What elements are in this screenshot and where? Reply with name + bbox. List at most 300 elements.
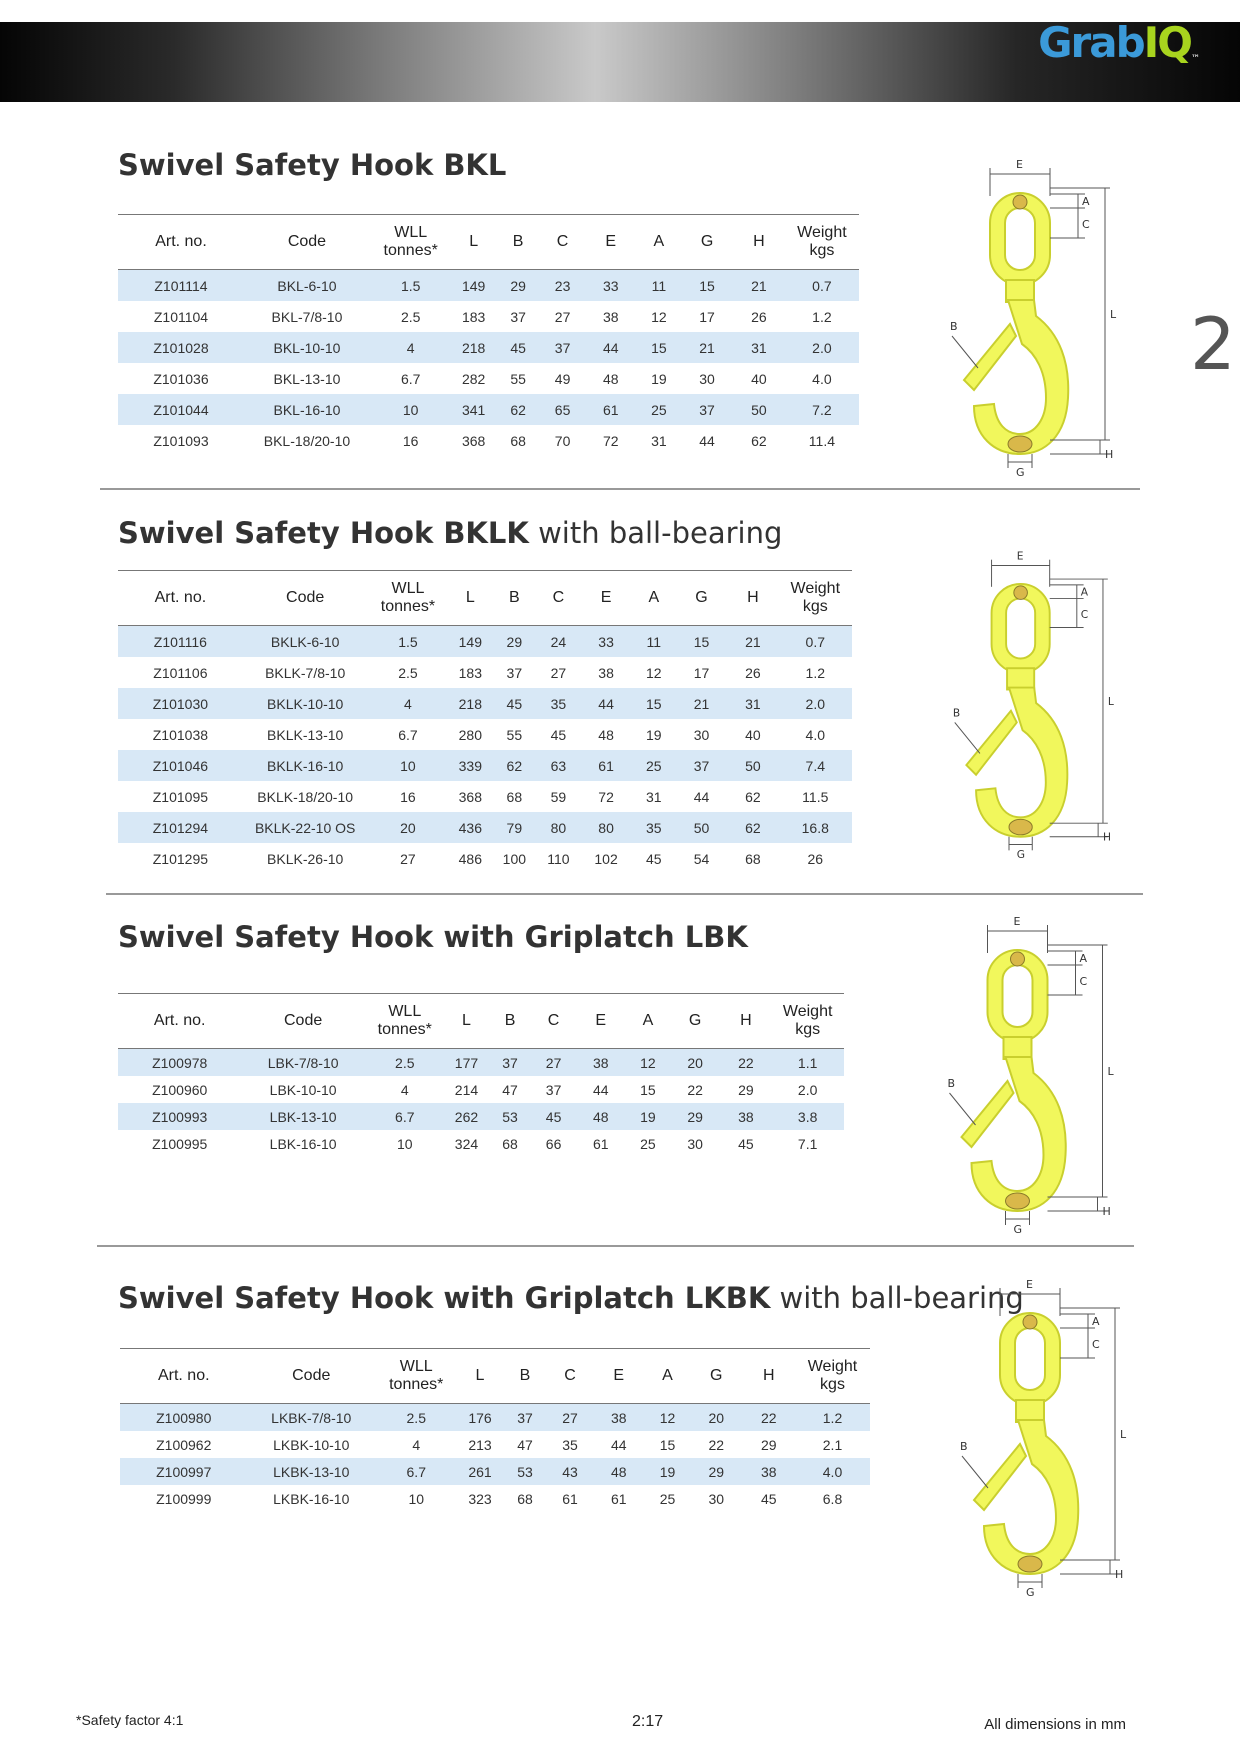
column-header-text: L — [462, 1012, 471, 1029]
safety-latch — [964, 324, 1016, 390]
column-header-text: E — [613, 1367, 625, 1384]
dimension-label-l: L — [1110, 308, 1117, 321]
cell-l: 282 — [461, 370, 486, 387]
column-header-text: B — [504, 1012, 516, 1029]
column-header-g — [681, 215, 733, 270]
cell-b: 55 — [510, 370, 526, 387]
cell-art: Z100999 — [156, 1490, 212, 1507]
cell-art: Z101093 — [153, 432, 209, 449]
cell-weight: 7.1 — [797, 1135, 818, 1152]
eye-crossbar — [1011, 952, 1025, 966]
cell-weight: 1.2 — [795, 1404, 870, 1432]
column-header-weight — [795, 1349, 870, 1404]
cell-wll: 10 — [396, 1135, 413, 1152]
cell-wll: 4 — [400, 1081, 409, 1098]
cell-e: 61 — [592, 1135, 609, 1152]
cell-l: 218 — [451, 332, 495, 363]
cell-a: 19 — [626, 1103, 670, 1130]
cell-g: 22 — [708, 1436, 725, 1453]
column-header-art — [118, 215, 244, 270]
cell-e: 33 — [585, 270, 637, 302]
table-row — [120, 1404, 870, 1432]
cell-b: 100 — [502, 850, 527, 867]
table-row — [118, 719, 852, 750]
hook-body — [974, 300, 1068, 454]
column-header-wll — [370, 215, 452, 270]
cell-code: BKL-13-10 — [273, 370, 341, 387]
logo-text-iq: IQ — [1143, 18, 1191, 67]
cell-code: BKLK-6-10 — [243, 626, 368, 658]
cell-h: 21 — [733, 270, 785, 302]
column-header-text: L — [465, 589, 475, 606]
column-header-c — [540, 215, 584, 270]
column-header-text: A — [653, 233, 665, 250]
cell-art: Z101295 — [152, 850, 209, 867]
column-header-text: kgs — [802, 598, 828, 615]
column-header-a — [645, 1349, 690, 1404]
column-header-text: Weight — [782, 1003, 833, 1020]
cell-art: Z100995 — [152, 1135, 208, 1152]
cell-b: 37 — [506, 664, 523, 681]
column-header-text: WLL — [394, 224, 428, 241]
cell-c: 27 — [554, 308, 571, 325]
cell-h: 26 — [745, 664, 761, 681]
cell-g: 29 — [670, 1103, 721, 1130]
cell-wll: 10 — [368, 750, 449, 781]
dimension-line-b — [950, 1093, 976, 1125]
column-header-art — [118, 994, 241, 1049]
cell-code: BKLK-26-10 — [267, 850, 344, 867]
cell-c: 61 — [562, 1490, 578, 1507]
column-header-text: tonnes* — [383, 242, 438, 259]
column-header-text: Weight — [790, 580, 841, 597]
cell-g: 30 — [708, 1490, 725, 1507]
section-title-rest: with ball-bearing — [528, 516, 783, 550]
hook-saddle — [1006, 1193, 1030, 1209]
cell-a: 19 — [645, 1458, 690, 1485]
cell-e: 72 — [598, 788, 614, 805]
cell-code: BKLK-13-10 — [267, 726, 344, 743]
column-header-h — [721, 994, 772, 1049]
column-header-c — [532, 994, 576, 1049]
column-header-text: Art. no. — [153, 1012, 206, 1029]
dimension-label-a: A — [1080, 585, 1088, 599]
cell-l: 323 — [468, 1490, 492, 1507]
dimension-label-l: L — [1107, 1065, 1114, 1078]
cell-b: 47 — [517, 1436, 533, 1453]
cell-g: 20 — [670, 1049, 721, 1077]
cell-code: BKL-18/20-10 — [263, 432, 351, 449]
cell-a: 12 — [645, 664, 662, 681]
dimension-label-a: A — [1092, 1315, 1100, 1328]
cell-b: 53 — [503, 1458, 548, 1485]
cell-g: 30 — [699, 370, 715, 387]
cell-code: BKL-10-10 — [244, 332, 370, 363]
column-header-text: Weight — [807, 1358, 858, 1375]
dimension-label-g: G — [1016, 848, 1025, 860]
cell-weight: 11.4 — [808, 432, 836, 449]
cell-e: 61 — [580, 750, 631, 781]
column-header-e — [585, 215, 637, 270]
cell-a: 12 — [645, 1404, 690, 1432]
cell-code: LBK-13-10 — [241, 1103, 364, 1130]
cell-a: 15 — [632, 688, 676, 719]
section-title-rest: with ball-bearing — [770, 1281, 1024, 1315]
cell-code: BKLK-22-10 OS — [243, 812, 368, 843]
column-header-l — [448, 571, 492, 626]
cell-e: 44 — [585, 332, 637, 363]
cell-code: BKL-6-10 — [244, 270, 370, 302]
column-header-g — [690, 1349, 743, 1404]
safety-footnote: *Safety factor 4:1 — [76, 1712, 184, 1728]
column-header-text: B — [512, 233, 524, 250]
cell-weight: 0.7 — [779, 626, 852, 658]
spec-table-lkbk — [120, 1348, 870, 1512]
cell-wll: 10 — [408, 1490, 425, 1507]
logo-trademark: ™ — [1191, 54, 1200, 64]
table-row — [118, 1049, 844, 1077]
table-row — [120, 1431, 870, 1458]
column-header-g — [670, 994, 721, 1049]
cell-g: 37 — [681, 394, 733, 425]
cell-b: 68 — [506, 788, 523, 805]
cell-h: 62 — [751, 432, 767, 449]
column-header-weight — [779, 571, 852, 626]
cell-e: 61 — [585, 394, 637, 425]
cell-c: 80 — [536, 812, 580, 843]
column-header-l — [458, 1349, 503, 1404]
cell-h: 21 — [727, 626, 778, 658]
dimension-label-g: G — [1013, 1223, 1023, 1235]
cell-code: LBK-16-10 — [269, 1135, 337, 1152]
cell-weight: 7.2 — [785, 394, 859, 425]
spec-table-bklk — [118, 570, 852, 874]
cell-e: 38 — [593, 1404, 646, 1432]
cell-l: 280 — [458, 726, 482, 743]
grabiq-logo — [1038, 18, 1200, 67]
cell-l: 214 — [454, 1081, 479, 1098]
cell-e: 48 — [593, 1458, 646, 1485]
cell-wll: 16 — [400, 788, 416, 805]
swivel-nut — [1016, 1400, 1044, 1422]
cell-art: Z101106 — [153, 664, 208, 681]
table-row — [118, 332, 859, 363]
cell-h: 68 — [745, 850, 761, 867]
cell-art: Z101038 — [152, 726, 209, 743]
table-row — [118, 1076, 844, 1103]
cell-h: 62 — [727, 812, 778, 843]
cell-h: 38 — [743, 1458, 796, 1485]
cell-c: 65 — [540, 394, 584, 425]
cell-g: 20 — [690, 1404, 743, 1432]
logo-text-grab: Grab — [1038, 18, 1144, 67]
hook-body — [972, 1057, 1066, 1211]
dimension-label-b: B — [947, 1077, 956, 1090]
cell-a: 31 — [645, 788, 662, 805]
hook-diagram-lbk — [945, 915, 1130, 1235]
column-header-text: H — [740, 1012, 752, 1029]
header-row — [118, 571, 852, 626]
cell-g: 15 — [676, 626, 727, 658]
column-header-b — [488, 994, 532, 1049]
cell-l: 324 — [454, 1135, 479, 1152]
cell-h: 50 — [733, 394, 785, 425]
column-header-art — [120, 1349, 248, 1404]
cell-a: 12 — [651, 308, 667, 325]
column-header-e — [575, 994, 626, 1049]
cell-code: LBK-7/8-10 — [241, 1049, 364, 1077]
cell-weight: 2.0 — [779, 688, 852, 719]
cell-h: 38 — [721, 1103, 772, 1130]
cell-weight: 1.2 — [805, 664, 825, 681]
dimension-line-b — [955, 722, 980, 753]
cell-wll: 4 — [412, 1436, 421, 1453]
column-header-text: G — [700, 233, 714, 250]
cell-h: 31 — [733, 332, 785, 363]
column-header-art — [118, 571, 243, 626]
cell-art: Z101104 — [153, 308, 209, 325]
cell-h: 31 — [727, 688, 778, 719]
column-header-text: kgs — [809, 242, 835, 259]
table-row — [118, 657, 852, 688]
cell-a: 12 — [626, 1049, 670, 1077]
column-header-c — [536, 571, 580, 626]
cell-code: LKBK-16-10 — [273, 1490, 350, 1507]
page-number: 2:17 — [632, 1713, 664, 1730]
cell-wll: 4 — [370, 332, 452, 363]
column-header-a — [637, 215, 681, 270]
column-header-text: Weight — [797, 224, 847, 241]
column-header-text: Code — [286, 589, 325, 606]
cell-l: 341 — [451, 394, 495, 425]
cell-g: 21 — [676, 688, 727, 719]
cell-h: 45 — [760, 1490, 777, 1507]
cell-wll: 10 — [370, 394, 452, 425]
cell-weight: 1.2 — [812, 308, 832, 325]
cell-g: 15 — [681, 270, 733, 302]
cell-code: BKLK-7/8-10 — [265, 664, 346, 681]
cell-code: BKLK-18/20-10 — [257, 788, 354, 805]
cell-h: 50 — [727, 750, 778, 781]
cell-l: 177 — [445, 1049, 489, 1077]
cell-a: 25 — [632, 750, 676, 781]
header-row — [118, 994, 844, 1049]
cell-weight: 11.5 — [802, 788, 829, 805]
cell-b: 62 — [496, 394, 540, 425]
column-header-h — [727, 571, 778, 626]
column-header-text: A — [648, 589, 660, 606]
cell-h: 22 — [721, 1049, 772, 1077]
cell-b: 47 — [502, 1081, 518, 1098]
hook-diagram-bklk — [950, 550, 1130, 860]
safety-latch — [966, 711, 1016, 775]
cell-code: BKLK-10-10 — [243, 688, 368, 719]
column-header-text: WLL — [399, 1358, 433, 1375]
cell-e: 44 — [580, 688, 631, 719]
column-header-l — [445, 994, 489, 1049]
cell-weight: 2.0 — [797, 1081, 818, 1098]
cell-wll: 2.5 — [375, 1404, 458, 1432]
cell-g: 54 — [693, 850, 710, 867]
cell-a: 45 — [645, 850, 662, 867]
cell-c: 27 — [532, 1049, 576, 1077]
column-header-text: B — [509, 589, 520, 606]
column-header-a — [632, 571, 676, 626]
cell-e: 38 — [575, 1049, 626, 1077]
cell-c: 66 — [545, 1135, 562, 1152]
section-title-bklk — [118, 516, 782, 550]
cell-wll: 4 — [368, 688, 449, 719]
header-row — [120, 1349, 870, 1404]
section-divider — [106, 893, 1143, 895]
cell-l: 183 — [461, 308, 486, 325]
cell-c: 23 — [540, 270, 584, 302]
dimension-label-a: A — [1079, 952, 1088, 965]
dimension-label-b: B — [952, 706, 961, 720]
swivel-eye-opening — [1003, 965, 1033, 1027]
cell-art: Z101114 — [118, 270, 244, 302]
cell-code: BKL-16-10 — [244, 394, 370, 425]
column-header-text: C — [564, 1367, 576, 1384]
cell-a: 19 — [651, 370, 667, 387]
cell-wll: 6.7 — [365, 1103, 445, 1130]
cell-weight: 3.8 — [771, 1103, 844, 1130]
column-header-text: E — [600, 589, 612, 606]
cell-art: Z101046 — [118, 750, 243, 781]
cell-l: 149 — [448, 626, 492, 658]
column-header-code — [241, 994, 364, 1049]
dimension-label-e: E — [1016, 550, 1024, 563]
dimension-label-h: H — [1105, 448, 1114, 461]
cell-c: 35 — [536, 688, 580, 719]
cell-h: 40 — [745, 726, 761, 743]
table-row — [118, 1103, 844, 1130]
cell-c: 24 — [536, 626, 580, 658]
column-header-a — [626, 994, 670, 1049]
column-header-e — [580, 571, 631, 626]
section-title-bold: Swivel Safety Hook BKLK — [118, 516, 529, 550]
cell-h: 29 — [760, 1436, 777, 1453]
hook-body — [984, 1420, 1078, 1574]
cell-a: 11 — [637, 270, 681, 302]
column-header-text: Code — [284, 1012, 323, 1029]
cell-art: Z101036 — [153, 370, 209, 387]
cell-l: 436 — [448, 812, 492, 843]
cell-g: 17 — [693, 664, 710, 681]
cell-g: 22 — [687, 1081, 703, 1098]
cell-b: 37 — [488, 1049, 532, 1077]
dimension-label-c: C — [1082, 218, 1090, 231]
cell-a: 11 — [632, 626, 676, 658]
section-divider — [100, 488, 1140, 490]
cell-wll: 16 — [402, 432, 419, 449]
spec-table-lbk — [118, 993, 844, 1157]
cell-e: 72 — [602, 432, 619, 449]
dimensions-note: All dimensions in mm — [984, 1716, 1126, 1733]
column-header-text: C — [547, 1012, 560, 1029]
column-header-text: G — [695, 589, 708, 606]
cell-b: 62 — [492, 750, 536, 781]
cell-e: 48 — [575, 1103, 626, 1130]
column-header-b — [496, 215, 540, 270]
header-row — [118, 215, 859, 270]
cell-wll: 2.5 — [398, 664, 418, 681]
cell-b: 53 — [488, 1103, 532, 1130]
cell-weight: 2.0 — [785, 332, 859, 363]
cell-c: 110 — [547, 850, 570, 867]
column-header-wll — [375, 1349, 458, 1404]
cell-c: 63 — [536, 750, 580, 781]
column-header-b — [503, 1349, 548, 1404]
cell-l: 262 — [445, 1103, 489, 1130]
table-row — [118, 750, 852, 781]
cell-g: 21 — [681, 332, 733, 363]
cell-art: Z100997 — [120, 1458, 248, 1485]
column-header-wll — [368, 571, 449, 626]
cell-b: 37 — [510, 308, 526, 325]
cell-code: BKLK-16-10 — [243, 750, 368, 781]
cell-code: BKL-7/8-10 — [271, 308, 343, 325]
cell-b: 29 — [496, 270, 540, 302]
cell-l: 218 — [448, 688, 492, 719]
cell-l: 486 — [458, 850, 482, 867]
table-row — [118, 812, 852, 843]
section-title-bold: Swivel Safety Hook BKL — [118, 148, 507, 182]
cell-art: Z101028 — [118, 332, 244, 363]
cell-e: 61 — [610, 1490, 627, 1507]
hook-diagram-lkbk — [960, 1268, 1140, 1608]
cell-c: 37 — [545, 1081, 562, 1098]
cell-c: 35 — [562, 1436, 578, 1453]
table-row — [118, 781, 852, 812]
cell-wll: 20 — [368, 812, 449, 843]
cell-c: 49 — [554, 370, 571, 387]
cell-g: 37 — [676, 750, 727, 781]
cell-b: 79 — [492, 812, 536, 843]
column-header-text: tonnes* — [389, 1376, 444, 1393]
cell-g: 29 — [690, 1458, 743, 1485]
table-row — [118, 688, 852, 719]
column-header-code — [248, 1349, 376, 1404]
column-header-text: A — [662, 1367, 673, 1384]
cell-weight: 4.0 — [805, 726, 825, 743]
cell-c: 45 — [550, 726, 567, 743]
cell-art: Z100962 — [156, 1436, 212, 1453]
cell-b: 37 — [503, 1404, 548, 1432]
cell-l: 261 — [458, 1458, 503, 1485]
cell-a: 15 — [659, 1436, 676, 1453]
cell-h: 62 — [745, 788, 761, 805]
eye-crossbar — [1013, 195, 1027, 209]
cell-l: 339 — [448, 750, 492, 781]
cell-art: Z100993 — [118, 1103, 241, 1130]
cell-b: 68 — [502, 1135, 518, 1152]
column-header-text: kgs — [795, 1021, 821, 1038]
cell-a: 35 — [632, 812, 676, 843]
table-row — [118, 626, 852, 658]
cell-art: Z101095 — [152, 788, 209, 805]
cell-g: 44 — [693, 788, 710, 805]
column-header-text: B — [519, 1367, 531, 1384]
cell-e: 48 — [598, 726, 614, 743]
table-row — [118, 1130, 844, 1157]
dimension-line-b — [962, 1456, 988, 1488]
table-row — [118, 270, 859, 302]
dimension-label-h: H — [1102, 830, 1111, 844]
dimension-label-b: B — [950, 320, 958, 333]
column-header-text: L — [475, 1367, 485, 1384]
column-header-text: kgs — [820, 1376, 845, 1393]
